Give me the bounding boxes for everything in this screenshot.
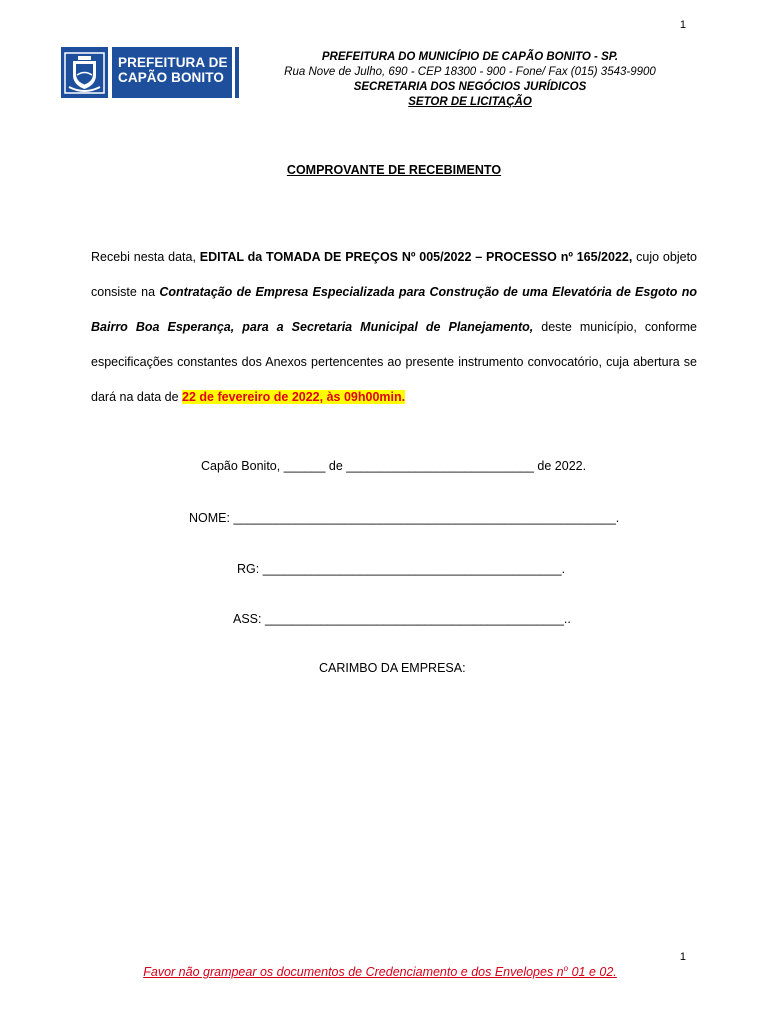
logo-bar xyxy=(235,47,239,98)
edital-reference: EDITAL da TOMADA DE PREÇOS Nº 005/2022 – PROCESSO nº 165/2022, xyxy=(199,250,633,264)
logo-line1: PREFEITURA DE xyxy=(118,55,228,70)
header-municipality: PREFEITURA DO MUNICÍPIO DE CAPÃO BONITO - SP. xyxy=(321,51,619,63)
signature-field-line: ASS: ___________________________________________.. xyxy=(233,612,571,626)
header-sector: SETOR DE LICITAÇÃO xyxy=(408,96,532,108)
page-number-bottom: 1 xyxy=(679,951,686,963)
company-stamp-label: CARIMBO DA EMPRESA: xyxy=(319,661,466,675)
document-title: COMPROVANTE DE RECEBIMENTO xyxy=(286,163,502,177)
contract-object: Contratação de Empresa Especializada para Construção de uma Elevatória de Esgoto no Bairro Boa Esperança, para a Secretaria Municipal de Planejamento, xyxy=(91,285,697,334)
body-intro: Recebi nesta data, xyxy=(91,250,200,264)
prefeitura-logo xyxy=(61,47,238,98)
name-field-line: NOME: _______________________________________________________. xyxy=(189,511,620,525)
header-address: Rua Nove de Julho, 690 - CEP 18300 - 900 - Fone/ Fax (015) 3543-9900 xyxy=(284,66,656,78)
header-department: SECRETARIA DOS NEGÓCIOS JURÍDICOS xyxy=(353,81,587,93)
footer-tail: 01 e 02. xyxy=(568,965,617,980)
place-date-line: Capão Bonito, ______ de ___________________________ de 2022. xyxy=(201,459,587,473)
page-number-top: 1 xyxy=(679,19,686,31)
document-header xyxy=(270,50,670,110)
coat-of-arms-icon xyxy=(61,47,108,98)
rg-field-line: RG: ___________________________________________. xyxy=(237,562,566,576)
logo-wordmark xyxy=(112,47,232,98)
footer-text: Favor não grampear os documentos de Credenciamento e dos Envelopes n xyxy=(143,965,564,980)
receipt-paragraph xyxy=(91,240,697,415)
footer-sup: o xyxy=(563,964,569,973)
logo-line2: CAPÃO BONITO xyxy=(118,70,224,85)
opening-date-highlight: 22 de fevereiro de 2022, às 09h00min. xyxy=(182,390,406,404)
body-object-intro: cujo objeto consiste na xyxy=(91,250,697,299)
footer-notice xyxy=(0,964,760,979)
body-continuation: deste município, conforme especificações constantes dos Anexos pertencentes ao presente instrumento convocatório, cuja abertura se dará na data de xyxy=(91,320,697,404)
